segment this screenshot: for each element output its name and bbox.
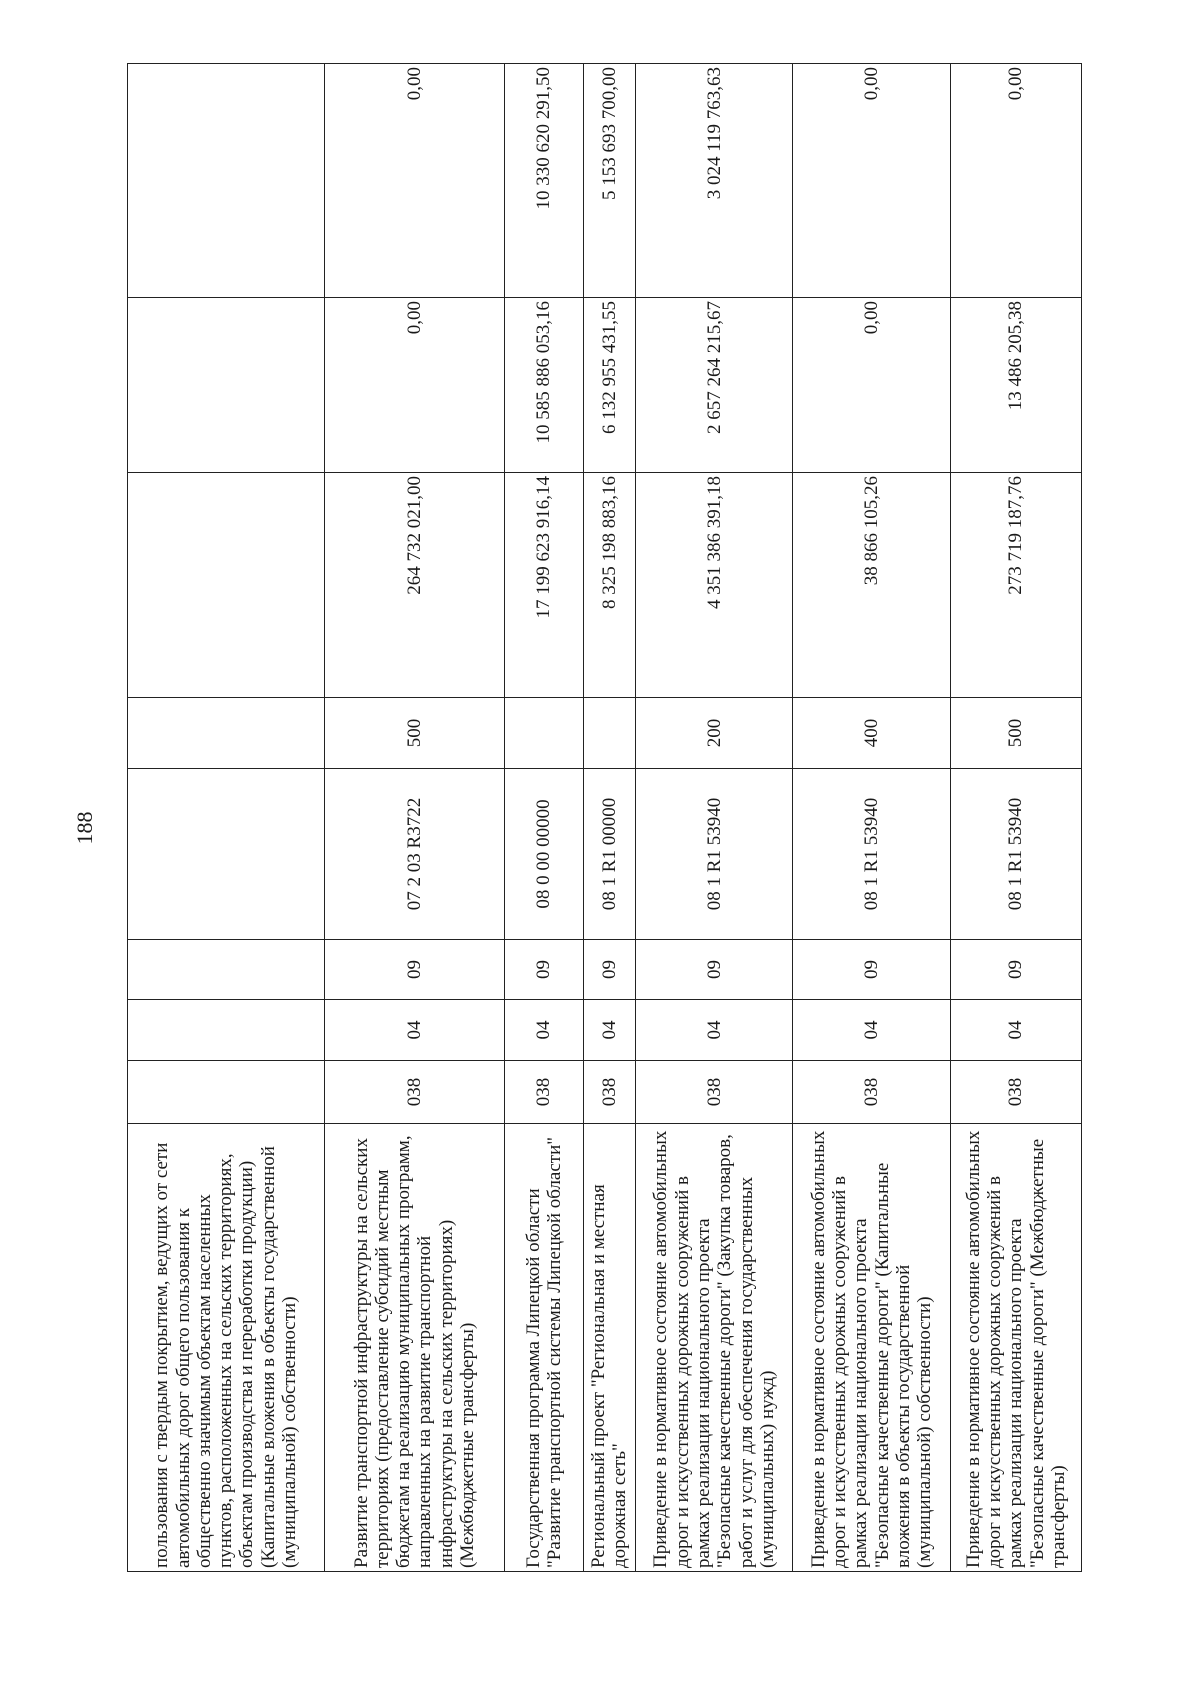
cell-subsection: 09 (950, 940, 1081, 1000)
cell-sum-year-3: 3 024 119 763,63 (636, 64, 793, 298)
row-description: пользования с твердым покрытием, ведущих от сети автомобильных дорог общего пользования к общественно значимым объектам населенных пунктов, расположенных на сельских территориях, объектам производства и переработки продукции) (Капитальные вложения в объекты государственной (муниципальной) собственности) (128, 1124, 325, 1572)
cell-grbs (128, 1061, 325, 1124)
cell-grbs: 038 (636, 1061, 793, 1124)
cell-sum-year-2: 13 486 205,38 (950, 298, 1081, 473)
row-description: Приведение в нормативное состояние автомобильных дорог и искусственных дорожных сооружений в рамках реализации национального проекта "Безопасные качественные дороги" (Капитальные вложения в объекты государственной (муниципальной) собственности) (793, 1124, 950, 1572)
cell-sum-year-2: 0,00 (793, 298, 950, 473)
table-row (583, 64, 635, 1572)
cell-section: 04 (950, 1000, 1081, 1061)
row-description: Приведение в нормативное состояние автомобильных дорог и искусственных дорожных сооружений в рамках реализации национального проекта "Безопасные качественные дороги" (Закупка товаров, работ и услуг для обеспечения государственных (муниципальных) нужд) (636, 1124, 793, 1572)
cell-target-article: 08 1 R1 00000 (583, 769, 635, 940)
cell-grbs: 038 (793, 1061, 950, 1124)
cell-grbs: 038 (583, 1061, 635, 1124)
table-row (950, 64, 1081, 1572)
cell-sum-year-1: 273 719 187,76 (950, 473, 1081, 698)
cell-target-article: 08 1 R1 53940 (793, 769, 950, 940)
cell-sum-year-3: 5 153 693 700,00 (583, 64, 635, 298)
cell-section: 04 (583, 1000, 635, 1061)
cell-sum-year-1: 38 866 105,26 (793, 473, 950, 698)
cell-target-article: 08 0 00 00000 (504, 769, 583, 940)
cell-subsection: 09 (583, 940, 635, 1000)
table-row (636, 64, 793, 1572)
cell-target-article (128, 769, 325, 940)
cell-sum-year-1: 8 325 198 883,16 (583, 473, 635, 698)
cell-subsection: 09 (793, 940, 950, 1000)
cell-subsection: 09 (504, 940, 583, 1000)
rotated-table-container (127, 64, 1082, 1572)
cell-section: 04 (324, 1000, 504, 1061)
cell-sum-year-2: 2 657 264 215,67 (636, 298, 793, 473)
row-description: Региональный проект "Региональная и местная дорожная сеть" (583, 1124, 635, 1572)
budget-table (127, 63, 1082, 1572)
cell-section (128, 1000, 325, 1061)
row-description: Развитие транспортной инфраструктуры на сельских территориях (предоставление субсидий местным бюджетам на реализацию муниципальных программ, направленных на развитие транспортной инфраструктуры на сельских территориях) (Межбюджетные трансферты) (324, 1124, 504, 1572)
row-description: Приведение в нормативное состояние автомобильных дорог и искусственных дорожных сооружений в рамках реализации национального проекта "Безопасные качественные дороги" (Межбюджетные трансферты) (950, 1124, 1081, 1572)
cell-target-article: 08 1 R1 53940 (636, 769, 793, 940)
cell-subsection: 09 (636, 940, 793, 1000)
cell-section: 04 (504, 1000, 583, 1061)
cell-expense-type (504, 698, 583, 769)
cell-section: 04 (793, 1000, 950, 1061)
cell-subsection (128, 940, 325, 1000)
cell-expense-type: 400 (793, 698, 950, 769)
cell-sum-year-3 (128, 64, 325, 298)
table-row (504, 64, 583, 1572)
cell-sum-year-2: 6 132 955 431,55 (583, 298, 635, 473)
cell-sum-year-2 (128, 298, 325, 473)
cell-sum-year-1: 264 732 021,00 (324, 473, 504, 698)
cell-sum-year-3: 0,00 (793, 64, 950, 298)
table-row (128, 64, 325, 1572)
cell-target-article: 08 1 R1 53940 (950, 769, 1081, 940)
table-row (793, 64, 950, 1572)
table-row (324, 64, 504, 1572)
cell-expense-type: 200 (636, 698, 793, 769)
cell-subsection: 09 (324, 940, 504, 1000)
page-number: 188 (72, 811, 97, 845)
cell-sum-year-3: 10 330 620 291,50 (504, 64, 583, 298)
cell-sum-year-3: 0,00 (324, 64, 504, 298)
cell-expense-type (583, 698, 635, 769)
cell-expense-type (128, 698, 325, 769)
cell-sum-year-1 (128, 473, 325, 698)
cell-target-article: 07 2 03 R3722 (324, 769, 504, 940)
cell-grbs: 038 (504, 1061, 583, 1124)
cell-sum-year-2: 0,00 (324, 298, 504, 473)
cell-section: 04 (636, 1000, 793, 1061)
cell-sum-year-3: 0,00 (950, 64, 1081, 298)
cell-sum-year-1: 17 199 623 916,14 (504, 473, 583, 698)
cell-sum-year-1: 4 351 386 391,18 (636, 473, 793, 698)
cell-grbs: 038 (950, 1061, 1081, 1124)
cell-sum-year-2: 10 585 886 053,16 (504, 298, 583, 473)
cell-expense-type: 500 (324, 698, 504, 769)
cell-expense-type: 500 (950, 698, 1081, 769)
row-description: Государственная программа Липецкой области "Развитие транспортной системы Липецкой области" (504, 1124, 583, 1572)
cell-grbs: 038 (324, 1061, 504, 1124)
